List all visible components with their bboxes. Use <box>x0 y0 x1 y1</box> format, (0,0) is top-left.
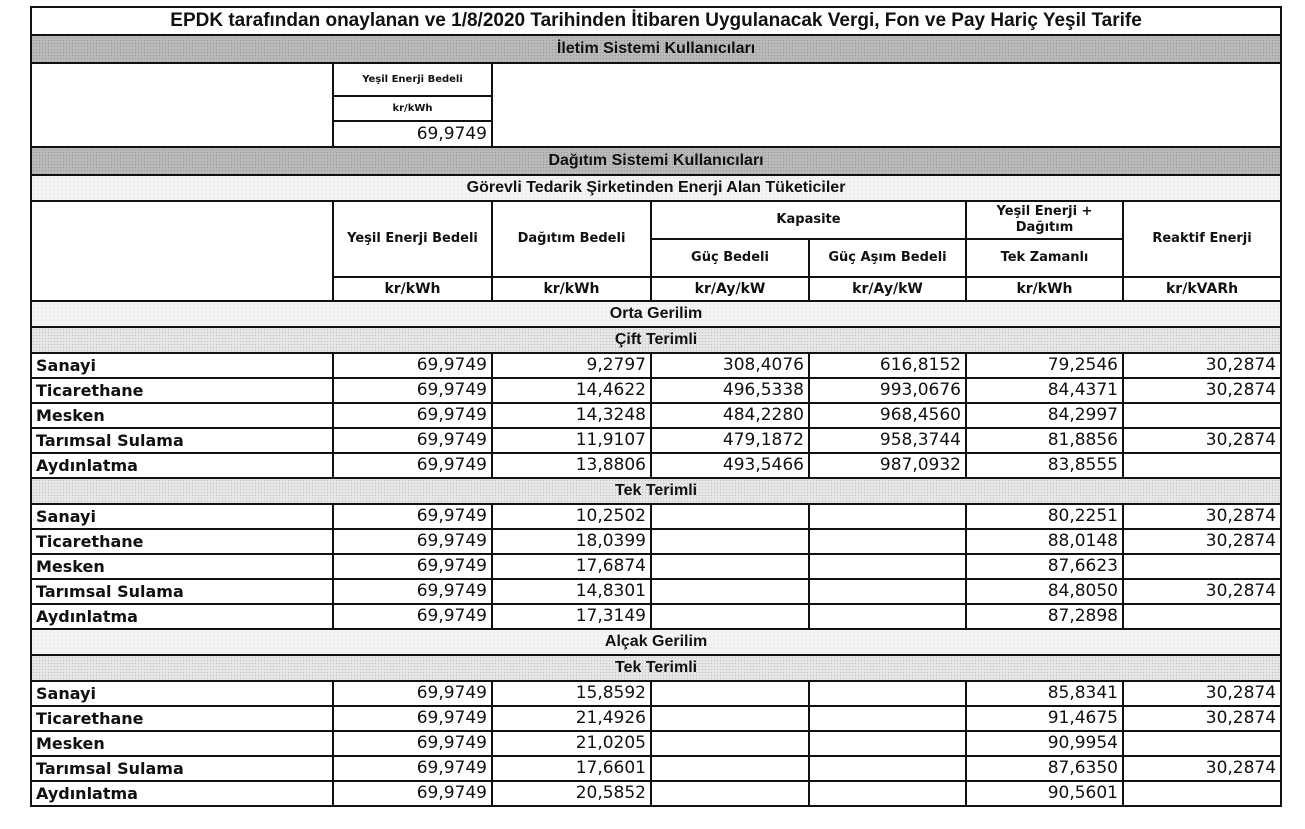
tariff-value-cell: 30,2874 <box>1123 579 1281 604</box>
col-header-yesil-dagitim: Yeşil Enerji + Dağıtım <box>966 201 1123 239</box>
tariff-value-cell: 30,2874 <box>1123 428 1281 453</box>
tariff-group-header: Çift Terimli <box>31 327 1281 353</box>
tariff-value-cell <box>651 554 809 579</box>
tariff-value-cell <box>651 731 809 756</box>
tariff-value-cell: 69,9749 <box>333 554 492 579</box>
tariff-value-cell: 69,9749 <box>333 428 492 453</box>
tariff-value-cell: 69,9749 <box>333 378 492 403</box>
voltage-section-header: Orta Gerilim <box>31 301 1281 327</box>
tariff-value-cell <box>651 706 809 731</box>
tariff-value-cell: 21,4926 <box>492 706 651 731</box>
tariff-value-cell <box>809 554 966 579</box>
tariff-value-cell <box>651 529 809 554</box>
table-row <box>31 554 1281 579</box>
table-row <box>31 781 1281 806</box>
tariff-value-cell <box>809 579 966 604</box>
tariff-value-cell: 479,1872 <box>651 428 809 453</box>
col-header-guc-asim: Güç Aşım Bedeli <box>809 239 966 277</box>
tariff-value-cell: 20,5852 <box>492 781 651 806</box>
tariff-value-cell: 30,2874 <box>1123 681 1281 706</box>
unit-cell: kr/kVARh <box>1123 277 1281 301</box>
table-row <box>31 706 1281 731</box>
table-row <box>31 504 1281 529</box>
tariff-value-cell: 69,9749 <box>333 604 492 629</box>
iletim-section-header: İletim Sistemi Kullanıcıları <box>31 35 1281 63</box>
tariff-value-cell <box>1123 731 1281 756</box>
document-title: EPDK tarafından onaylanan ve 1/8/2020 Tarihinden İtibaren Uygulanacak Vergi, Fon ve Pay Hariç Yeşil Tarife <box>31 7 1281 35</box>
consumer-type-label: Sanayi <box>31 353 333 378</box>
tariff-value-cell: 69,9749 <box>333 756 492 781</box>
table-row <box>31 428 1281 453</box>
tariff-value-cell <box>1123 403 1281 428</box>
tariff-value-cell: 87,6350 <box>966 756 1123 781</box>
tariff-value-cell <box>809 681 966 706</box>
tariff-value-cell: 69,9749 <box>333 681 492 706</box>
tariff-value-cell: 69,9749 <box>333 453 492 478</box>
tariff-value-cell <box>809 529 966 554</box>
tariff-value-cell: 958,3744 <box>809 428 966 453</box>
iletim-value: 69,9749 <box>333 121 492 147</box>
tariff-value-cell: 14,8301 <box>492 579 651 604</box>
tariff-value-cell: 30,2874 <box>1123 504 1281 529</box>
column-header-blank <box>31 201 333 301</box>
tariff-value-cell: 30,2874 <box>1123 529 1281 554</box>
tariff-value-cell: 987,0932 <box>809 453 966 478</box>
iletim-column-label: Yeşil Enerji Bedeli <box>333 63 492 96</box>
tariff-value-cell: 484,2280 <box>651 403 809 428</box>
tariff-value-cell: 30,2874 <box>1123 378 1281 403</box>
tariff-value-cell: 14,3248 <box>492 403 651 428</box>
tariff-table <box>30 6 1282 807</box>
unit-cell: kr/kWh <box>333 277 492 301</box>
consumer-type-label: Sanayi <box>31 681 333 706</box>
tariff-value-cell: 11,9107 <box>492 428 651 453</box>
tariff-value-cell: 90,9954 <box>966 731 1123 756</box>
tariff-value-cell: 17,6874 <box>492 554 651 579</box>
tariff-value-cell: 91,4675 <box>966 706 1123 731</box>
tariff-value-cell <box>1123 781 1281 806</box>
iletim-unit: kr/kWh <box>333 96 492 121</box>
consumer-type-label: Mesken <box>31 554 333 579</box>
table-row <box>31 378 1281 403</box>
tariff-value-cell: 69,9749 <box>333 731 492 756</box>
tariff-value-cell: 87,6623 <box>966 554 1123 579</box>
tariff-value-cell: 496,5338 <box>651 378 809 403</box>
tariff-value-cell <box>651 504 809 529</box>
tariff-document <box>30 6 1280 807</box>
consumer-type-label: Tarımsal Sulama <box>31 756 333 781</box>
tariff-value-cell: 616,8152 <box>809 353 966 378</box>
tariff-value-cell <box>809 706 966 731</box>
tariff-value-cell: 69,9749 <box>333 353 492 378</box>
consumer-type-label: Ticarethane <box>31 706 333 731</box>
tariff-value-cell <box>651 781 809 806</box>
tariff-value-cell: 90,5601 <box>966 781 1123 806</box>
consumer-type-label: Aydınlatma <box>31 781 333 806</box>
table-row <box>31 731 1281 756</box>
table-row <box>31 604 1281 629</box>
gorevli-subheader: Görevli Tedarik Şirketinden Enerji Alan Tüketiciler <box>31 175 1281 201</box>
tariff-value-cell: 15,8592 <box>492 681 651 706</box>
col-header-tek-zamanli: Tek Zamanlı <box>966 239 1123 277</box>
tariff-value-cell: 69,9749 <box>333 706 492 731</box>
tariff-group-header: Tek Terimli <box>31 655 1281 681</box>
tariff-value-cell <box>651 579 809 604</box>
unit-cell: kr/Ay/kW <box>809 277 966 301</box>
unit-cell: kr/Ay/kW <box>651 277 809 301</box>
tariff-value-cell: 30,2874 <box>1123 756 1281 781</box>
tariff-value-cell: 84,8050 <box>966 579 1123 604</box>
tariff-group-header: Tek Terimli <box>31 478 1281 504</box>
tariff-value-cell: 13,8806 <box>492 453 651 478</box>
consumer-type-label: Aydınlatma <box>31 453 333 478</box>
table-row <box>31 403 1281 428</box>
consumer-type-label: Mesken <box>31 731 333 756</box>
col-header-guc-bedeli: Güç Bedeli <box>651 239 809 277</box>
iletim-blank-right <box>492 63 1281 147</box>
tariff-value-cell <box>809 756 966 781</box>
tariff-value-cell <box>809 731 966 756</box>
tariff-value-cell <box>651 604 809 629</box>
col-header-reaktif: Reaktif Enerji <box>1123 201 1281 277</box>
tariff-value-cell: 17,6601 <box>492 756 651 781</box>
unit-cell: kr/kWh <box>492 277 651 301</box>
table-row <box>31 579 1281 604</box>
tariff-value-cell: 80,2251 <box>966 504 1123 529</box>
tariff-value-cell: 85,8341 <box>966 681 1123 706</box>
tariff-value-cell: 9,2797 <box>492 353 651 378</box>
tariff-value-cell: 14,4622 <box>492 378 651 403</box>
consumer-type-label: Ticarethane <box>31 529 333 554</box>
tariff-value-cell: 79,2546 <box>966 353 1123 378</box>
tariff-value-cell: 17,3149 <box>492 604 651 629</box>
tariff-value-cell: 10,2502 <box>492 504 651 529</box>
iletim-blank-left <box>31 63 333 147</box>
tariff-value-cell: 84,4371 <box>966 378 1123 403</box>
tariff-value-cell: 84,2997 <box>966 403 1123 428</box>
col-header-kapasite: Kapasite <box>651 201 966 239</box>
tariff-value-cell <box>651 681 809 706</box>
tariff-value-cell: 69,9749 <box>333 504 492 529</box>
consumer-type-label: Aydınlatma <box>31 604 333 629</box>
table-row <box>31 681 1281 706</box>
tariff-value-cell: 30,2874 <box>1123 706 1281 731</box>
tariff-value-cell: 308,4076 <box>651 353 809 378</box>
tariff-value-cell: 87,2898 <box>966 604 1123 629</box>
col-header-yesil-enerji: Yeşil Enerji Bedeli <box>333 201 492 277</box>
tariff-value-cell: 69,9749 <box>333 781 492 806</box>
voltage-section-header: Alçak Gerilim <box>31 629 1281 655</box>
tariff-value-cell: 493,5466 <box>651 453 809 478</box>
table-row <box>31 353 1281 378</box>
tariff-value-cell <box>809 781 966 806</box>
table-row <box>31 453 1281 478</box>
tariff-value-cell <box>1123 604 1281 629</box>
table-row <box>31 756 1281 781</box>
tariff-value-cell: 81,8856 <box>966 428 1123 453</box>
tariff-value-cell <box>651 756 809 781</box>
tariff-value-cell <box>1123 453 1281 478</box>
tariff-value-cell: 30,2874 <box>1123 353 1281 378</box>
unit-cell: kr/kWh <box>966 277 1123 301</box>
tariff-value-cell <box>1123 554 1281 579</box>
tariff-value-cell: 69,9749 <box>333 579 492 604</box>
tariff-value-cell <box>809 504 966 529</box>
tariff-value-cell: 88,0148 <box>966 529 1123 554</box>
tariff-value-cell: 69,9749 <box>333 403 492 428</box>
tariff-value-cell: 18,0399 <box>492 529 651 554</box>
consumer-type-label: Sanayi <box>31 504 333 529</box>
col-header-dagitim-bedeli: Dağıtım Bedeli <box>492 201 651 277</box>
tariff-value-cell: 83,8555 <box>966 453 1123 478</box>
consumer-type-label: Tarımsal Sulama <box>31 428 333 453</box>
tariff-value-cell <box>809 604 966 629</box>
table-row <box>31 529 1281 554</box>
tariff-value-cell: 69,9749 <box>333 529 492 554</box>
dagitim-section-header: Dağıtım Sistemi Kullanıcıları <box>31 147 1281 175</box>
consumer-type-label: Mesken <box>31 403 333 428</box>
tariff-value-cell: 993,0676 <box>809 378 966 403</box>
consumer-type-label: Tarımsal Sulama <box>31 579 333 604</box>
tariff-value-cell: 968,4560 <box>809 403 966 428</box>
consumer-type-label: Ticarethane <box>31 378 333 403</box>
tariff-value-cell: 21,0205 <box>492 731 651 756</box>
